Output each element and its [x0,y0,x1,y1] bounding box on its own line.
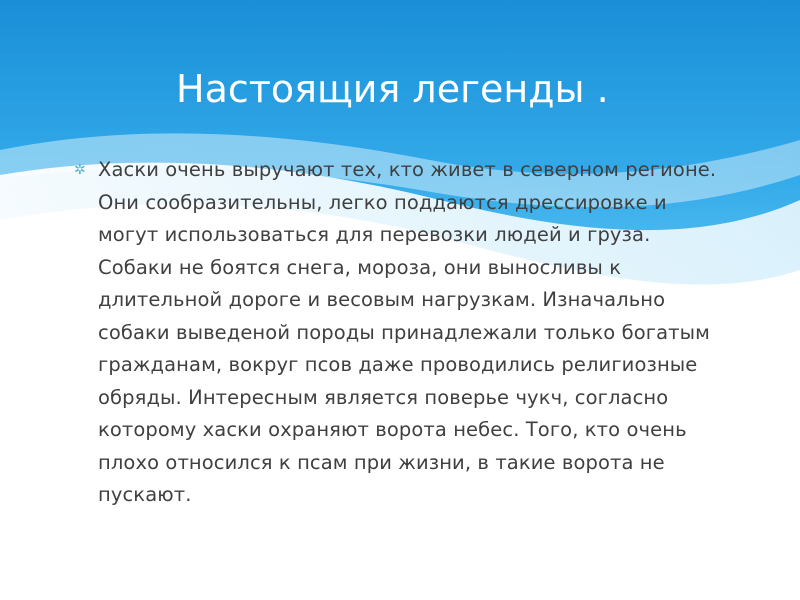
slide-title: Настоящия легенды . [176,67,609,111]
bullet-list [74,154,724,512]
bullet-star-icon: ✲ [74,162,86,178]
bullet-item [74,154,724,512]
bullet-text: Хаски очень выручают тех, кто живет в северном регионе. Они сообразительны, легко поддаются дрессировке и могут использоваться для перевозки людей и груза. Собаки не боятся снега, мороза, они выносливы к длительной дороге и весовым нагрузкам. Изначально собаки выведеной породы принадлежали только богатым гражданам, вокруг псов даже проводились религиозные обряды. Интересным является поверье чукч, согласно которому хаски охраняют ворота небес. Того, кто очень плохо относился к псам при жизни, в такие ворота не пускают. [98,158,717,506]
